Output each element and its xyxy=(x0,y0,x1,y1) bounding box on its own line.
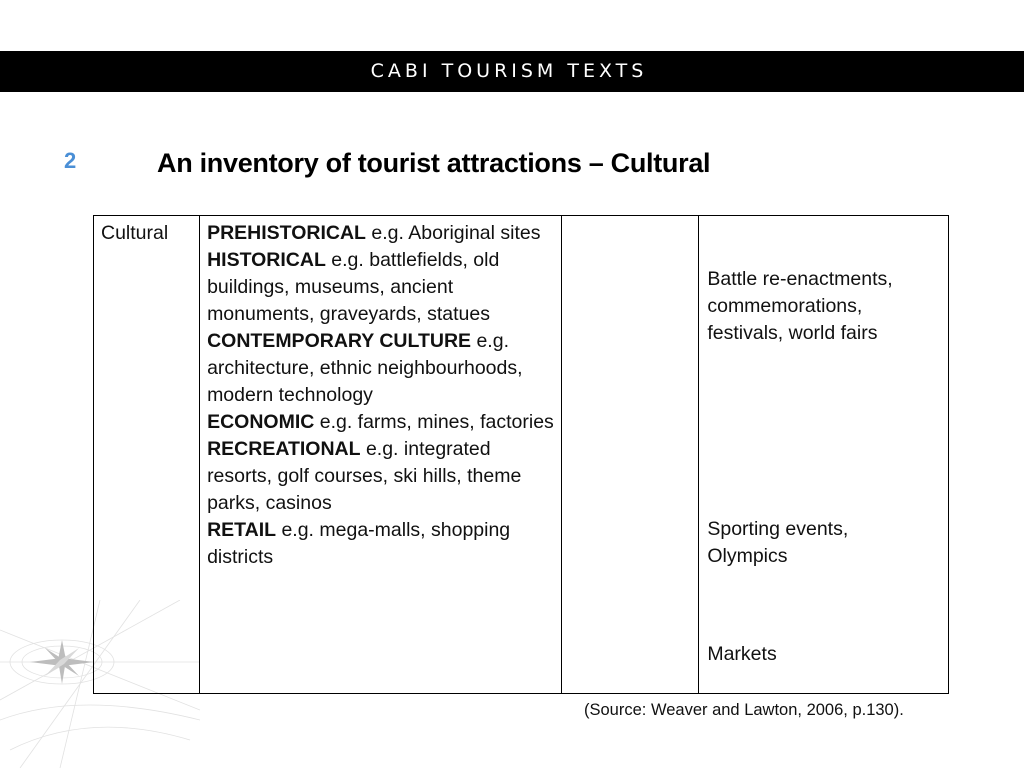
empty-cell xyxy=(562,216,699,694)
attractions-table xyxy=(93,215,949,694)
category-heading: HISTORICAL xyxy=(207,249,326,271)
category-item xyxy=(207,247,555,328)
category-heading: CONTEMPORARY CULTURE xyxy=(207,330,472,352)
category-item xyxy=(207,328,555,409)
category-example: e.g. farms, mines, factories xyxy=(314,411,554,433)
category-heading: PREHISTORICAL xyxy=(207,222,366,244)
slide-number: 2 xyxy=(64,148,77,173)
row-label: Cultural xyxy=(101,222,169,244)
category-heading: RETAIL xyxy=(207,519,277,541)
category-heading: RECREATIONAL xyxy=(207,438,361,460)
table-row xyxy=(94,216,949,694)
events-cell xyxy=(699,216,949,694)
category-example: e.g. Aboriginal sites xyxy=(365,222,541,244)
event-item: Battle re-enactments, commemorations, festivals, world fairs xyxy=(707,268,893,344)
category-example: e.g. battlefields, old buildings, museums, ancient monuments, graveyards, statues xyxy=(207,249,500,325)
categories-cell xyxy=(200,216,562,694)
event-item: Sporting events, Olympics xyxy=(707,518,849,567)
event-item: Markets xyxy=(707,643,777,665)
category-example: e.g. mega-malls, shopping districts xyxy=(207,519,511,568)
category-item xyxy=(207,409,555,436)
header-banner xyxy=(0,51,1024,92)
row-label-cell xyxy=(94,216,200,694)
category-item xyxy=(207,220,555,247)
category-heading: ECONOMIC xyxy=(207,411,315,433)
page-title: An inventory of tourist attractions – Cultural xyxy=(157,148,711,178)
category-item xyxy=(207,517,555,571)
category-example: e.g. architecture, ethnic neighbourhoods, modern technology xyxy=(207,330,523,406)
category-item xyxy=(207,436,555,517)
source-citation: (Source: Weaver and Lawton, 2006, p.130). xyxy=(584,701,904,719)
category-example: e.g. integrated resorts, golf courses, ski hills, theme parks, casinos xyxy=(207,438,522,514)
banner-title: CABI TOURISM TEXTS xyxy=(370,60,648,82)
